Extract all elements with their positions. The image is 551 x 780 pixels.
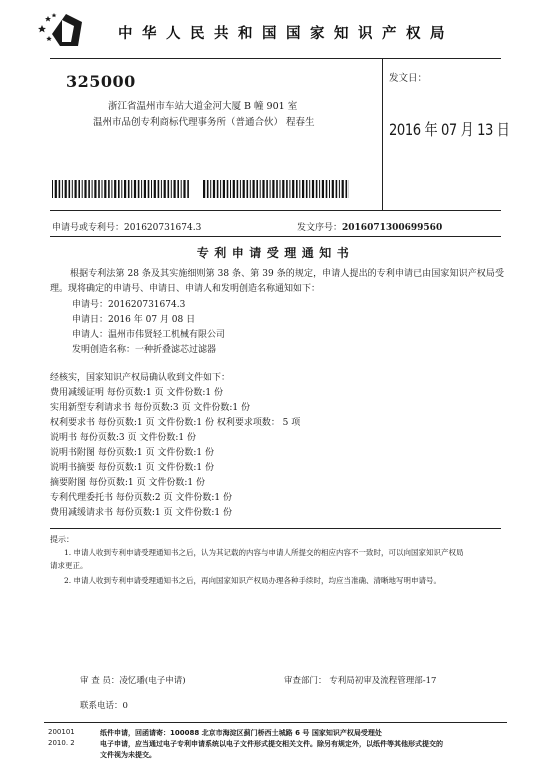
footer-line-1: 纸件申请，回函请寄：100088 北京市海淀区蓟门桥西土城路 6 号 国家知识产权局受理处 xyxy=(100,729,382,737)
file-item: 说明书 每份页数:3 页 文件份数:1 份 xyxy=(50,433,196,443)
barcode-rule xyxy=(50,210,501,211)
address-line-1: 浙江省温州市车站大道金河大厦 B 幢 901 室 xyxy=(108,101,298,112)
file-item: 权利要求书 每份页数:1 页 文件份数:1 份 权利要求项数： 5 项 xyxy=(50,418,301,428)
notes-rule xyxy=(50,528,501,529)
file-item: 说明书摘要 每份页数:1 页 文件份数:1 份 xyxy=(50,463,214,473)
dispatch-date: 2016 年 07 月 13 日 xyxy=(389,120,510,139)
serial-number: 2016071300699560 xyxy=(342,223,443,233)
cnipa-logo xyxy=(38,12,84,48)
contact-phone: 联系电话：0 xyxy=(80,701,128,711)
footer-line-3: 文件视为未提交。 xyxy=(100,751,156,759)
note-2: 2. 申请人收到专利申请受理通知书之后，再向国家知识产权局办理各种手续时，均应当准确、清晰地写明申请号。 xyxy=(64,576,442,585)
column-divider xyxy=(382,58,383,210)
header-rule xyxy=(50,58,501,59)
field-application-number: 申请号：201620731674.3 xyxy=(72,300,186,310)
examiner: 审 查 员：凌忆璠(电子申请) xyxy=(80,676,186,686)
notice-paragraph: 根据专利法第 28 条及其实施细则第 38 条、第 39 条的规定，申请人提出的专利申请已由国家知识产权局受理。现将确定的申请号、申请日、申请人和发明创造名称通知如下： xyxy=(50,269,504,294)
footer-line-2: 电子申请，应当通过电子专利申请系统以电子文件形式提交相关文件。除另有规定外，以纸件等其他形式提交的 xyxy=(100,740,443,748)
note-1-line-2: 请求更正。 xyxy=(50,561,88,570)
file-item: 说明书附图 每份页数:1 页 文件份数:1 份 xyxy=(50,448,214,458)
address-line-2: 温州市品创专利商标代理事务所（普通合伙） 程春生 xyxy=(93,117,315,128)
notes-label: 提示： xyxy=(50,535,74,544)
application-number: 201620731674.3 xyxy=(124,223,202,233)
serial-number-label: 发文序号： xyxy=(297,223,343,233)
footer-rule xyxy=(44,722,507,723)
examining-department: 审查部门： 专利局初审及流程管理部-17 xyxy=(284,676,437,686)
field-invention-title: 发明创造名称：一种折叠滤芯过滤器 xyxy=(72,345,217,355)
file-item: 专利代理委托书 每份页数:2 页 文件份数:1 份 xyxy=(50,493,232,503)
application-number-row xyxy=(52,220,201,233)
application-number-label: 申请号或专利号： xyxy=(52,223,125,233)
file-item: 实用新型专利请求书 每份页数:3 页 文件份数:1 份 xyxy=(50,403,250,413)
field-applicant: 申请人：温州市伟贤轻工机械有限公司 xyxy=(72,330,226,340)
form-code: 200101 xyxy=(48,728,75,736)
files-intro: 经核实，国家知识产权局确认收到文件如下： xyxy=(50,373,231,383)
notice-title: 专利申请受理通知书 xyxy=(196,246,355,260)
postcode: 325000 xyxy=(66,72,136,91)
file-item: 摘要附图 每份页数:1 页 文件份数:1 份 xyxy=(50,478,205,488)
ids-rule xyxy=(50,236,501,237)
serial-number-row xyxy=(297,220,442,233)
barcode-right xyxy=(203,180,349,198)
form-version: 2010. 2 xyxy=(48,739,75,747)
file-item: 费用减缓请求书 每份页数:1 页 文件份数:1 份 xyxy=(50,508,232,518)
field-filing-date: 申请日：2016 年 07 月 08 日 xyxy=(72,315,196,325)
barcode-left xyxy=(52,180,190,198)
dispatch-date-label: 发文日： xyxy=(389,73,428,84)
office-title: 中华人民共和国国家知识产权局 xyxy=(118,26,454,42)
file-item: 费用减缓证明 每份页数:1 页 文件份数:1 份 xyxy=(50,388,223,398)
note-1-line-1: 1. 申请人收到专利申请受理通知书之后，认为其记载的内容与申请人所提交的相应内容不一致时，可以向国家知识产权局 xyxy=(64,548,464,557)
